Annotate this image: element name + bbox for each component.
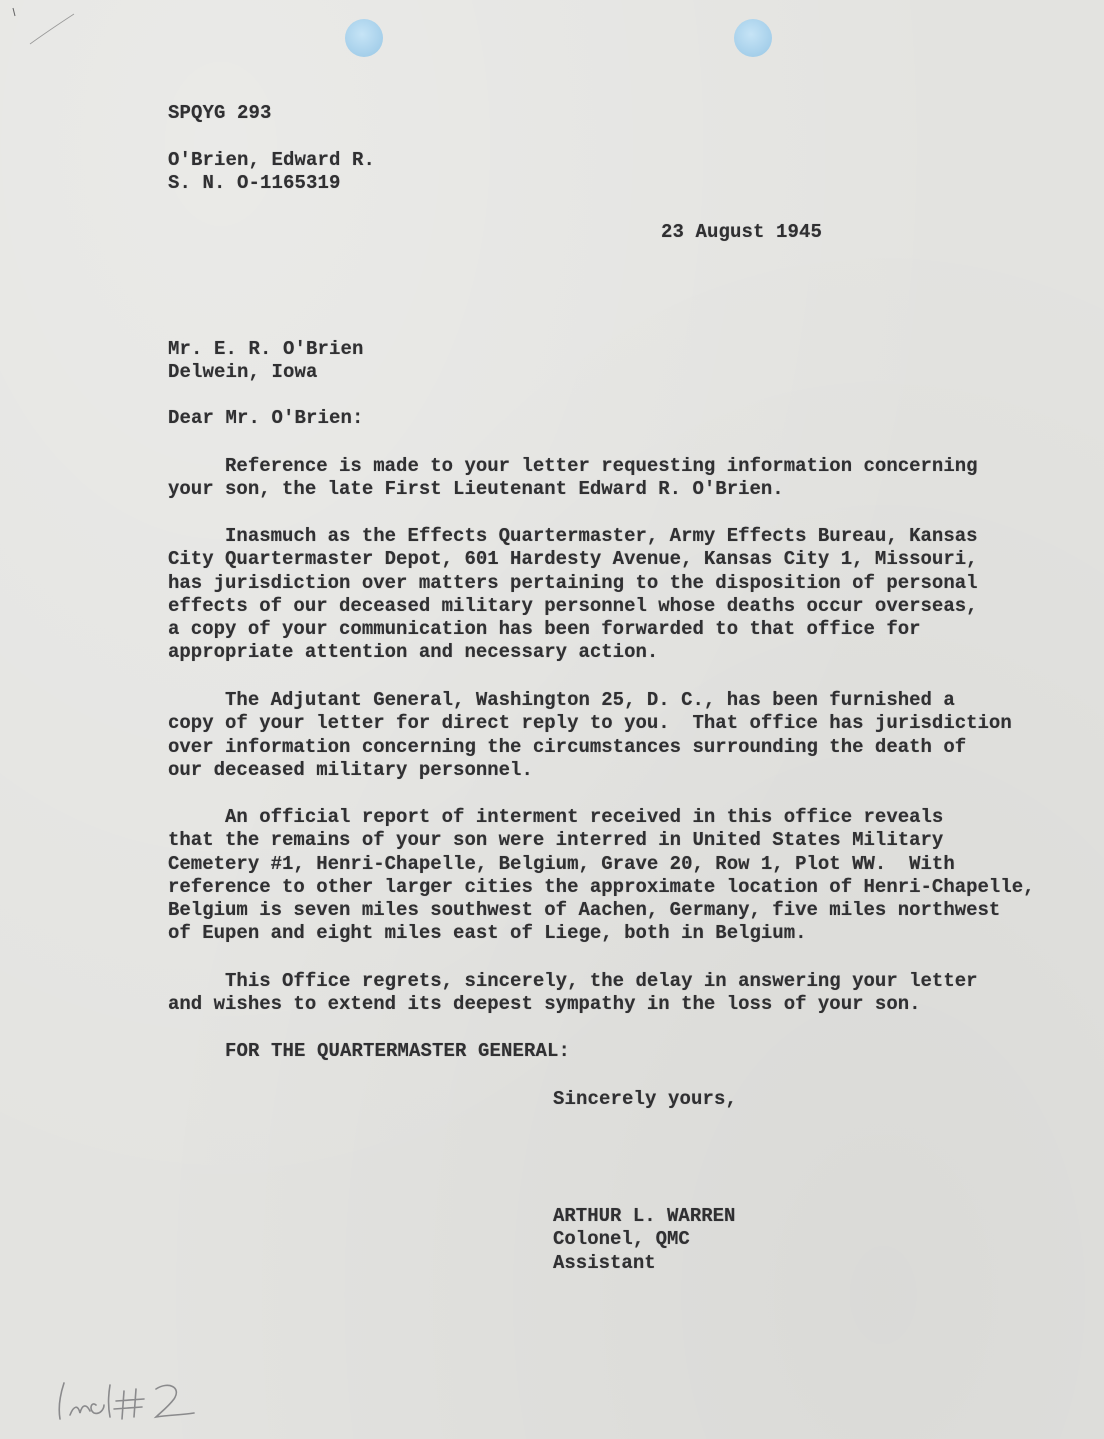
paragraph-line: This Office regrets, sincerely, the delay in answering your letter xyxy=(168,970,978,992)
paragraph-line: your son, the late First Lieutenant Edward R. O'Brien. xyxy=(168,478,784,501)
paragraph-adjutant-general xyxy=(168,689,1012,782)
file-reference: SPQYG 293 xyxy=(168,102,272,124)
paragraph-line: has jurisdiction over matters pertaining to the disposition of personal xyxy=(168,571,978,594)
subject-name: O'Brien, Edward R. xyxy=(168,149,376,171)
signature-rank: Colonel, QMC xyxy=(553,1228,690,1251)
paragraph-line: and wishes to extend its deepest sympathy in the loss of your son. xyxy=(168,993,921,1016)
paragraph-line: Belgium is seven miles southwest of Aachen, Germany, five miles northwest xyxy=(168,899,1001,922)
corner-scratch-mark xyxy=(8,6,78,46)
recipient-name: Mr. E. R. O'Brien xyxy=(168,338,364,360)
paragraph-line: Cemetery #1, Henri-Chapelle, Belgium, Grave 20, Row 1, Plot WW. With xyxy=(168,852,955,875)
letter-date: 23 August 1945 xyxy=(661,221,823,243)
punch-hole-left xyxy=(345,19,383,57)
paragraph-line: The Adjutant General, Washington 25, D. C., has been furnished a xyxy=(168,689,955,711)
signature-title: Assistant xyxy=(553,1251,656,1274)
punch-hole-right xyxy=(734,19,772,57)
closing: Sincerely yours, xyxy=(553,1088,738,1110)
paragraph-line: a copy of your communication has been forwarded to that office for xyxy=(168,618,921,641)
paragraph-line: that the remains of your son were interred in United States Military xyxy=(168,829,944,852)
paragraph-interment-report xyxy=(168,806,1035,946)
recipient-location: Delwein, Iowa xyxy=(168,361,318,383)
salutation: Dear Mr. O'Brien: xyxy=(168,407,364,429)
paragraph-line: over information concerning the circumstances surrounding the death of xyxy=(168,735,967,758)
paragraph-line: An official report of interment received in this office reveals xyxy=(168,806,944,828)
paragraph-regrets xyxy=(168,970,978,1017)
paragraph-line: Reference is made to your letter requesting information concerning xyxy=(168,455,978,477)
paragraph-line: effects of our deceased military personnel whose deaths occur overseas, xyxy=(168,594,978,617)
paragraph-line: City Quartermaster Depot, 601 Hardesty Avenue, Kansas City 1, Missouri, xyxy=(168,548,978,571)
paragraph-line: our deceased military personnel. xyxy=(168,758,533,781)
paragraph-line: reference to other larger cities the approximate location of Henri-Chapelle, xyxy=(168,875,1035,898)
paragraph-line: copy of your letter for direct reply to you. That office has jurisdiction xyxy=(168,712,1012,735)
paragraph-line: Inasmuch as the Effects Quartermaster, Army Effects Bureau, Kansas xyxy=(168,525,978,547)
paragraph-effects-quartermaster xyxy=(168,525,978,665)
signature-block xyxy=(553,1205,735,1275)
paragraph-line: appropriate attention and necessary action. xyxy=(168,641,659,664)
paragraph-line: of Eupen and eight miles east of Liege, both in Belgium. xyxy=(168,922,807,945)
signature-name: ARTHUR L. WARREN xyxy=(553,1205,736,1227)
for-line: FOR THE QUARTERMASTER GENERAL: xyxy=(225,1040,571,1062)
handwritten-annotation xyxy=(52,1375,222,1430)
paragraph-reference xyxy=(168,455,978,502)
serial-number: S. N. O-1165319 xyxy=(168,172,341,194)
